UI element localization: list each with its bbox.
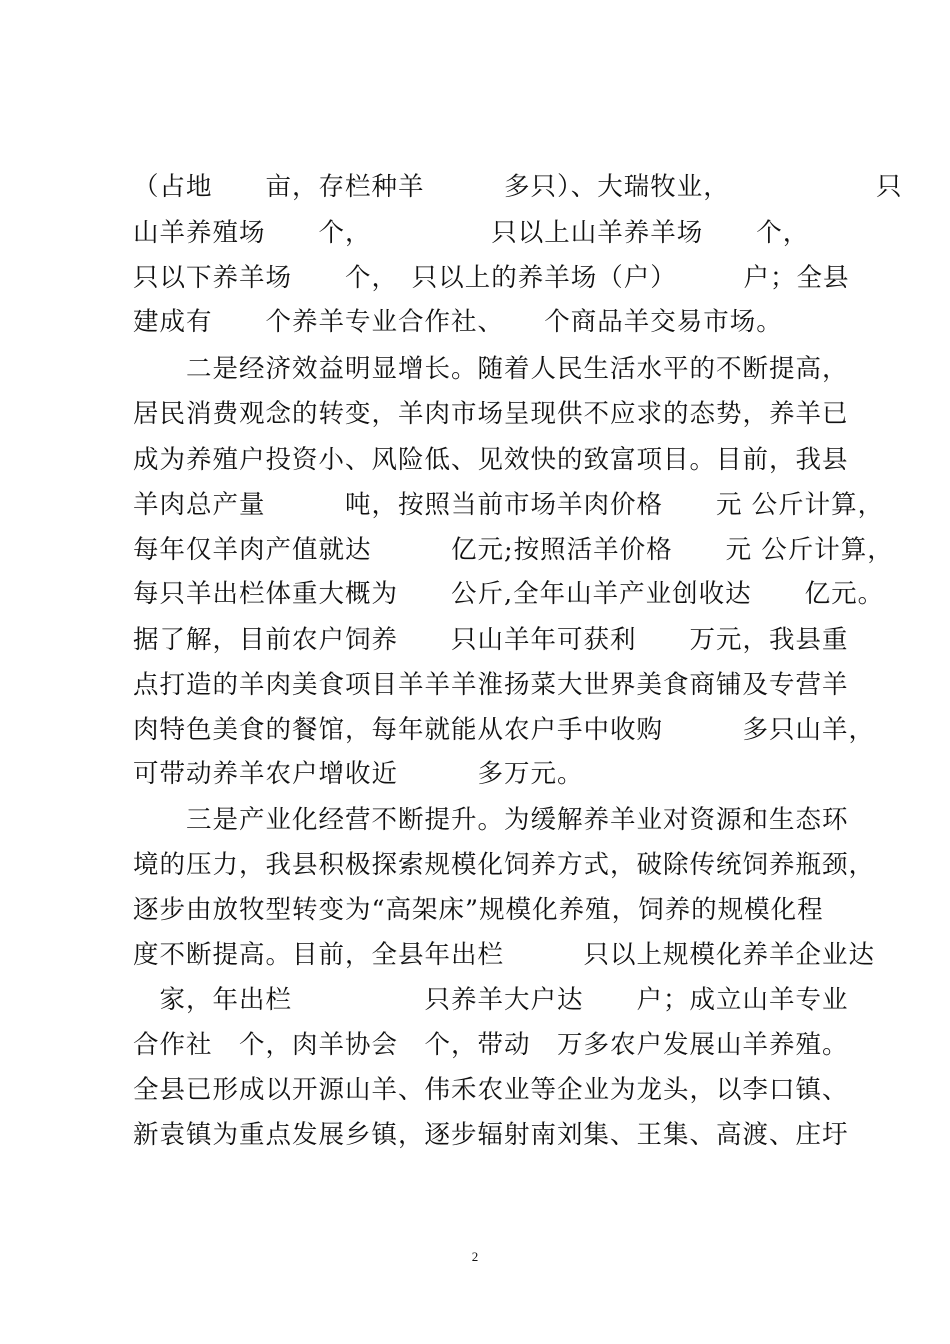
text-line: 境的压力，我县积极探索规模化饲养方式，破除传统饲养瓶颈， xyxy=(133,850,876,880)
text-line: 家，年出栏 只养羊大户达 户；成立山羊专业 xyxy=(133,985,849,1015)
text-line: 每只羊出栏体重大概为 公斤,全年山羊产业创收达 亿元。 xyxy=(133,579,885,609)
text-line: （占地 亩，存栏种羊 多只）、大瑞牧业， 只 xyxy=(133,172,903,202)
text-line: 肉特色美食的餐馆，每年就能从农户手中收购 多只山羊， xyxy=(133,715,876,745)
text-line: 可带动养羊农户增收近 多万元。 xyxy=(133,759,584,789)
text-line: 山羊养殖场 个， 只以上山羊养羊场 个， xyxy=(133,218,810,248)
text-line: 新袁镇为重点发展乡镇，逐步辐射南刘集、王集、高渡、庄圩 xyxy=(133,1120,849,1150)
page-number: 2 xyxy=(471,1249,479,1264)
text-line: 全县已形成以开源山羊、伟禾农业等企业为龙头，以李口镇、 xyxy=(133,1075,849,1105)
text-line: 据了解，目前农户饲养 只山羊年可获利 万元，我县重 xyxy=(133,625,849,655)
text-line: 只以下养羊场 个， 只以上的养羊场（户） 户；全县 xyxy=(133,263,850,293)
text-line: 成为养殖户投资小、风险低、见效快的致富项目。目前，我县 xyxy=(133,445,849,475)
text-line: 逐步由放牧型转变为“高架床”规模化养殖，饲养的规模化程 xyxy=(133,895,824,925)
text-line: 羊肉总产量 吨，按照当前市场羊肉价格 元 公斤计算， xyxy=(133,490,885,520)
text-line: 度不断提高。目前，全县年出栏 只以上规模化养羊企业达 xyxy=(133,940,876,970)
text-line: 建成有 个养羊专业合作社、 个商品羊交易市场。 xyxy=(133,307,783,337)
text-line: 每年仅羊肉产值就达 亿元;按照活羊价格 元 公斤计算， xyxy=(133,535,894,565)
text-line: 点打造的羊肉美食项目羊羊羊淮扬菜大世界美食商铺及专营羊 xyxy=(133,670,849,700)
text-line: 二是经济效益明显增长。随着人民生活水平的不断提高， xyxy=(133,354,849,384)
text-line: 合作社 个，肉羊协会 个，带动 万多农户发展山羊养殖。 xyxy=(133,1030,849,1060)
text-line: 居民消费观念的转变，羊肉市场呈现供不应求的态势，养羊已 xyxy=(133,399,849,429)
text-line: 三是产业化经营不断提升。为缓解养羊业对资源和生态环 xyxy=(133,805,849,835)
